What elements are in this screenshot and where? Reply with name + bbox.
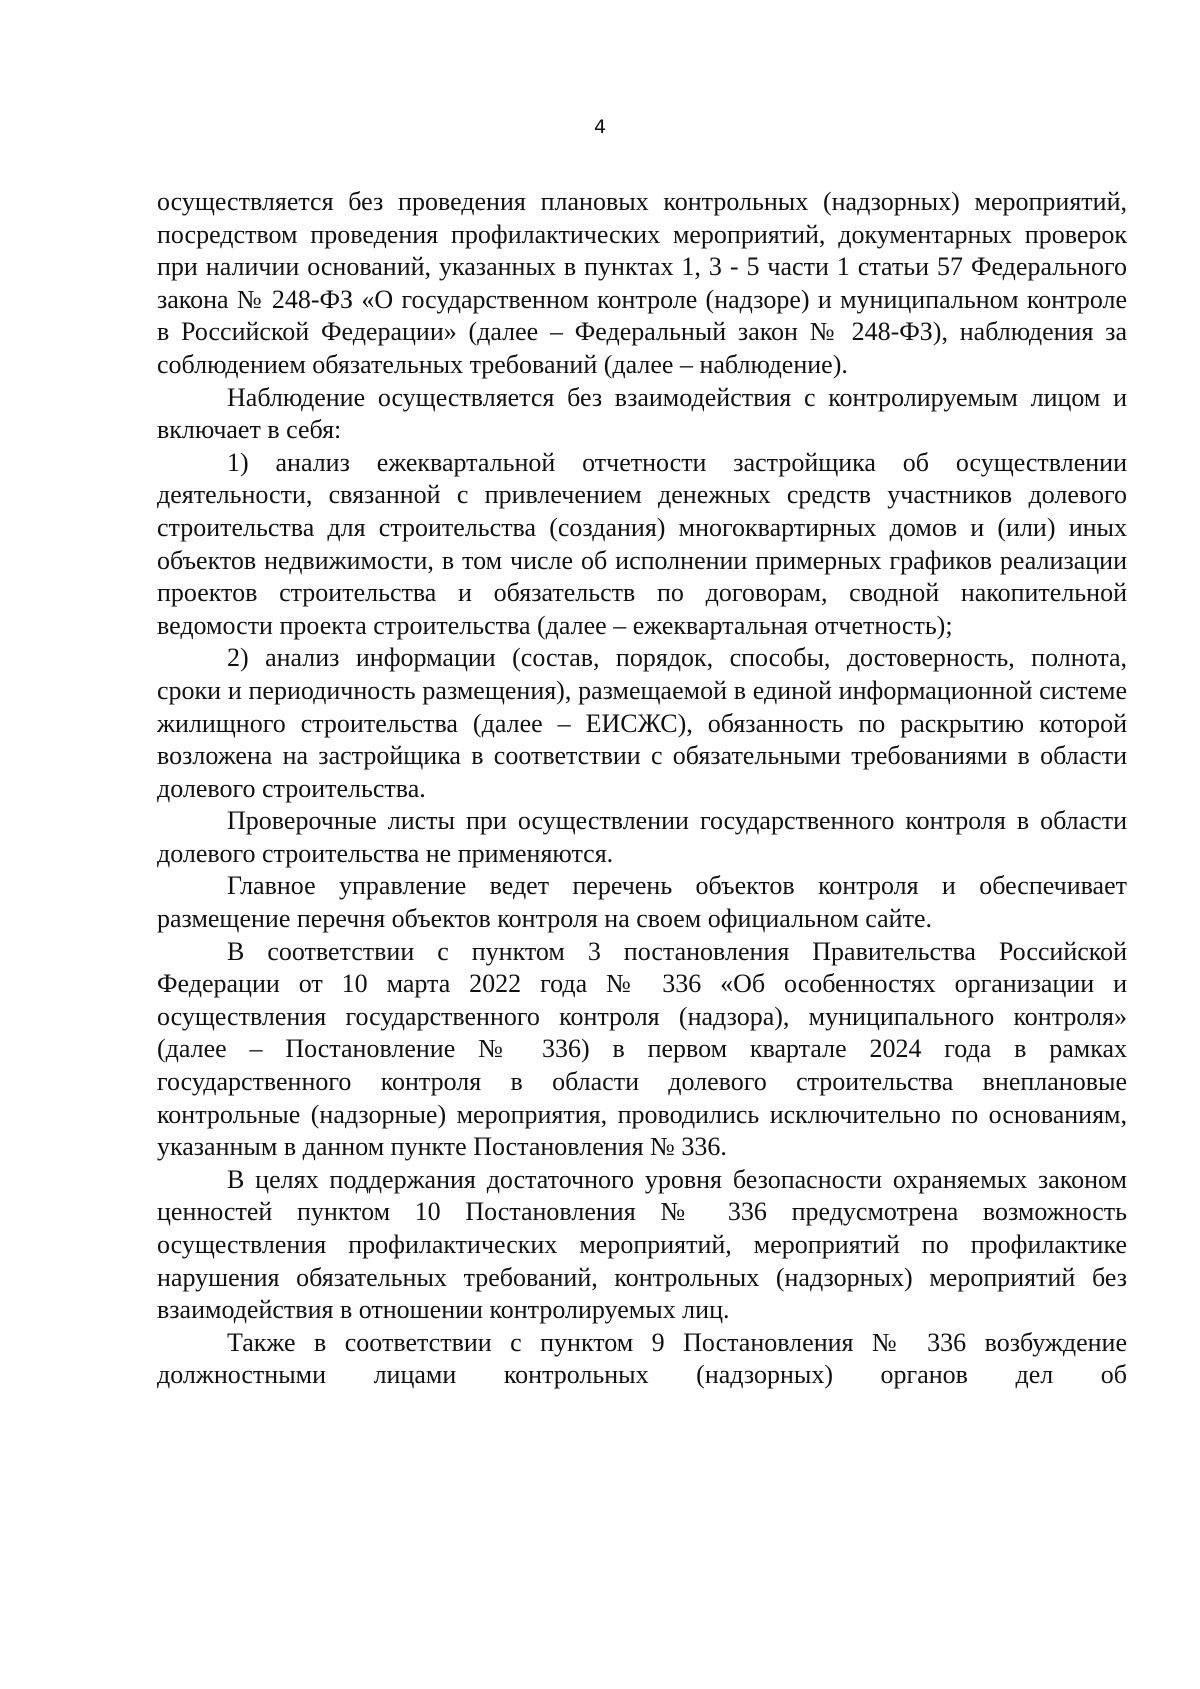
page-number: 4 [593,116,607,138]
paragraph-safety-level: В целях поддержания достаточного уровня безопасности охраняемых законом ценностей пунктом 10 Постановления № 336 предусмотрена возможность осуществления профилактических мероприятий, мероприятий по профилактике нарушения обязательных требований, контрольных (надзорных) мероприятий без взаимодействия в отношении контролируемых лиц. [157,1164,1127,1325]
document-body [157,186,1127,1392]
paragraph-observation-intro: Наблюдение осуществляется без взаимодействия с контролируемым лицом и включает в себя: [157,382,1127,445]
paragraph-continuation: осуществляется без проведения плановых контрольных (надзорных) мероприятий, посредством проведения профилактических мероприятий, документарных проверок при наличии оснований, указанных в пунктах 1, 3 - 5 части 1 статьи 57 Федерального закона № 248-ФЗ «О государственном контроле (надзоре) и муниципальном контроле в Российской Федерации» (далее – Федеральный закон № 248-ФЗ), наблюдения за соблюдением обязательных требований (далее – наблюдение). [157,187,1127,379]
paragraph-also-point-9: Также в соответствии с пунктом 9 Постановления № 336 возбуждение должностными лицами контрольных (надзорных) органов дел об [157,1327,1127,1390]
paragraph-resolution-336: В соответствии с пунктом 3 постановления Правительства Российской Федерации от 10 марта 2022 года № 336 «Об особенностях организации и осуществления государственного контроля (надзора), муниципального контроля» (далее – Постановление № 336) в первом квартале 2024 года в рамках государственного контроля в области долевого строительства внеплановые контрольные (надзорные) мероприятия, проводились исключительно по основаниям, указанным в данном пункте Постановления № 336. [157,936,1127,1162]
paragraph-item-1: 1) анализ ежеквартальной отчетности застройщика об осуществлении деятельности, связанной с привлечением денежных средств участников долевого строительства для строительства (создания) многоквартирных домов и (или) иных объектов недвижимости, в том числе об исполнении примерных графиков реализации проектов строительства и обязательств по договорам, сводной накопительной ведомости проекта строительства (далее – ежеквартальная отчетность); [157,447,1127,640]
paragraph-object-list: Главное управление ведет перечень объектов контроля и обеспечивает размещение перечня объектов контроля на своем официальном сайте. [157,871,1127,934]
paragraph-checklists: Проверочные листы при осуществлении государственного контроля в области долевого строительства не применяются. [157,806,1127,868]
paragraph-item-2: 2) анализ информации (состав, порядок, способы, достоверность, полнота, сроки и периодичность размещения), размещаемой в единой информационной системе жилищного строительства (далее – ЕИСЖС), обязанность по раскрытию которой возложена на застройщика в соответствии с обязательными требованиями в области долевого строительства. [157,643,1127,803]
